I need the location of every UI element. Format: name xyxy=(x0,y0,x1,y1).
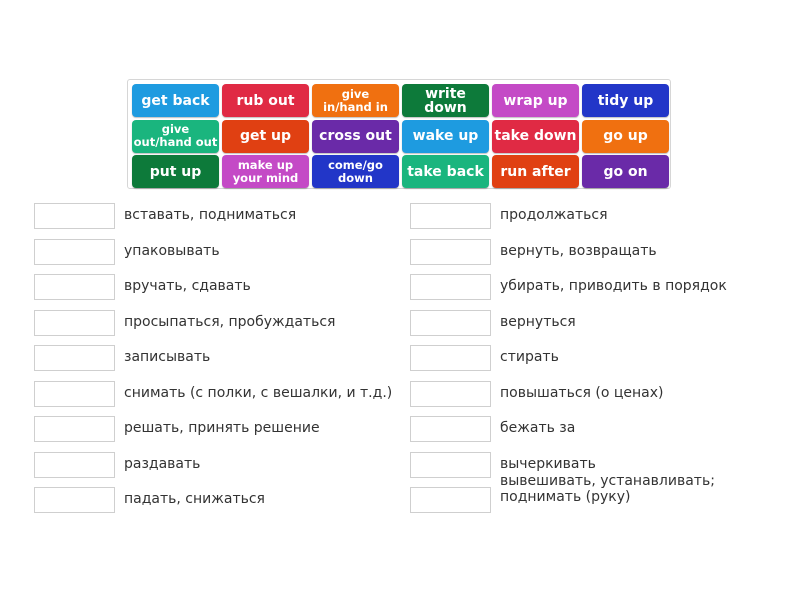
answer-drop-slot[interactable] xyxy=(34,416,115,442)
answer-drop-slot[interactable] xyxy=(34,203,115,229)
answer-drop-slot[interactable] xyxy=(410,416,491,442)
word-tile[interactable]: take down xyxy=(492,120,579,153)
word-tile[interactable]: get up xyxy=(222,120,309,153)
word-tile[interactable]: go up xyxy=(582,120,669,153)
word-tile[interactable]: write down xyxy=(402,84,489,117)
answer-drop-slot[interactable] xyxy=(410,381,491,407)
word-tile[interactable]: wake up xyxy=(402,120,489,153)
definition-text: раздавать xyxy=(124,455,201,472)
answer-drop-slot[interactable] xyxy=(410,239,491,265)
definition-text: упаковывать xyxy=(124,242,220,259)
word-tile[interactable]: go on xyxy=(582,155,669,188)
answer-drop-slot[interactable] xyxy=(34,274,115,300)
answer-drop-slot[interactable] xyxy=(34,239,115,265)
definition-text: вычеркивать xyxy=(500,455,596,472)
word-tile[interactable]: wrap up xyxy=(492,84,579,117)
answer-drop-slot[interactable] xyxy=(410,203,491,229)
answer-drop-slot[interactable] xyxy=(410,274,491,300)
definition-text: вывешивать, устанавливать; поднимать (руку) xyxy=(500,473,715,505)
word-tile[interactable]: make up your mind xyxy=(222,155,309,188)
answer-drop-slot[interactable] xyxy=(34,381,115,407)
definition-text: продолжаться xyxy=(500,207,608,223)
definition-text: убирать, приводить в порядок xyxy=(500,278,727,294)
answer-drop-slot[interactable] xyxy=(34,345,115,371)
word-tile[interactable]: run after xyxy=(492,155,579,188)
definition-text: вставать, подниматься xyxy=(124,207,297,223)
definition-text: вручать, сдавать xyxy=(124,278,251,294)
definition-text: бежать за xyxy=(500,420,576,436)
word-tile[interactable]: give out/hand out xyxy=(132,120,219,153)
answer-drop-slot[interactable] xyxy=(34,487,115,513)
word-tile[interactable]: put up xyxy=(132,155,219,188)
word-tile[interactable]: come/go down xyxy=(312,155,399,188)
word-bank xyxy=(127,79,671,189)
word-tile[interactable]: take back xyxy=(402,155,489,188)
definition-text: стирать xyxy=(500,349,559,365)
definition-text: падать, снижаться xyxy=(124,491,265,507)
definition-text: повышаться (о ценах) xyxy=(500,384,664,401)
answer-drop-slot[interactable] xyxy=(410,452,491,478)
definition-text: просыпаться, пробуждаться xyxy=(124,313,336,330)
definition-text: вернуться xyxy=(500,313,576,330)
answer-drop-slot[interactable] xyxy=(410,345,491,371)
definition-text: решать, принять решение xyxy=(124,420,320,436)
definition-text: снимать (с полки, с вешалки, и т.д.) xyxy=(124,384,393,401)
word-tile[interactable]: rub out xyxy=(222,84,309,117)
answer-drop-slot[interactable] xyxy=(34,452,115,478)
definition-text: записывать xyxy=(124,349,211,365)
answer-drop-slot[interactable] xyxy=(410,310,491,336)
word-tile[interactable]: get back xyxy=(132,84,219,117)
definition-text: вернуть, возвращать xyxy=(500,242,657,259)
word-tile[interactable]: tidy up xyxy=(582,84,669,117)
word-tile[interactable]: give in/hand in xyxy=(312,84,399,117)
word-tile[interactable]: cross out xyxy=(312,120,399,153)
answer-drop-slot[interactable] xyxy=(410,487,491,513)
answer-drop-slot[interactable] xyxy=(34,310,115,336)
